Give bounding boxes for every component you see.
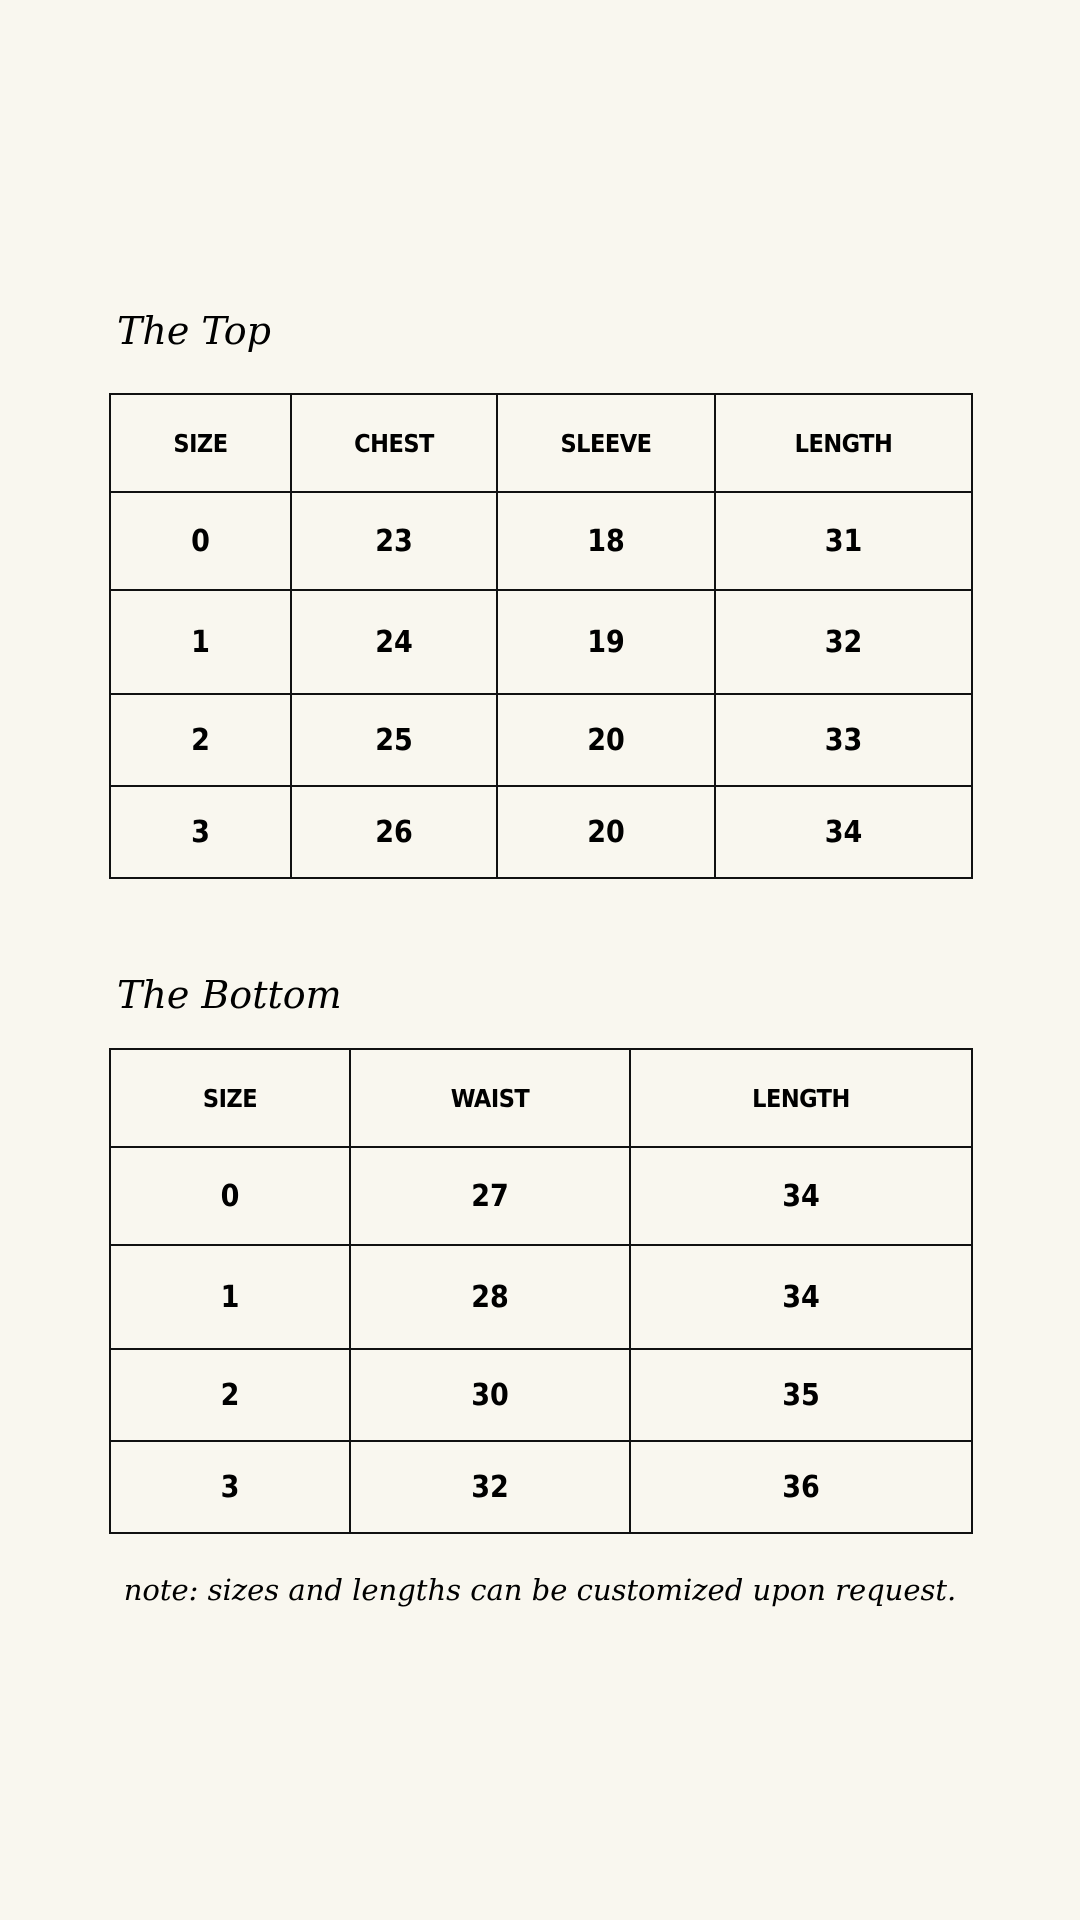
- header-chest: CHEST: [291, 394, 497, 492]
- cell-waist: 28: [350, 1245, 630, 1349]
- cell-size: 2: [110, 694, 291, 786]
- cell-length: 36: [630, 1441, 972, 1533]
- cell-length: 34: [630, 1147, 972, 1245]
- cell-waist: 32: [350, 1441, 630, 1533]
- table-row: [110, 1245, 972, 1349]
- cell-size: 0: [110, 492, 291, 590]
- header-length: LENGTH: [630, 1049, 972, 1147]
- cell-sleeve: 20: [497, 786, 715, 878]
- header-size: SIZE: [110, 1049, 350, 1147]
- table-row: [110, 1441, 972, 1533]
- table-row: [110, 694, 972, 786]
- cell-waist: 30: [350, 1349, 630, 1441]
- cell-sleeve: 18: [497, 492, 715, 590]
- cell-length: 34: [630, 1245, 972, 1349]
- table-header-row: [110, 394, 972, 492]
- bottom-section-title: The Bottom: [117, 973, 342, 1017]
- header-waist: WAIST: [350, 1049, 630, 1147]
- cell-chest: 23: [291, 492, 497, 590]
- header-sleeve: SLEEVE: [497, 394, 715, 492]
- bottom-size-table: [109, 1048, 973, 1534]
- cell-length: 35: [630, 1349, 972, 1441]
- cell-waist: 27: [350, 1147, 630, 1245]
- header-length: LENGTH: [715, 394, 972, 492]
- table-row: [110, 1349, 972, 1441]
- cell-size: 1: [110, 590, 291, 694]
- table-row: [110, 492, 972, 590]
- cell-chest: 26: [291, 786, 497, 878]
- cell-sleeve: 20: [497, 694, 715, 786]
- table-row: [110, 1147, 972, 1245]
- customization-note: note: sizes and lengths can be customized upon request.: [123, 1573, 957, 1607]
- top-section-title: The Top: [117, 309, 271, 353]
- cell-length: 31: [715, 492, 972, 590]
- cell-size: 2: [110, 1349, 350, 1441]
- cell-chest: 25: [291, 694, 497, 786]
- header-size: SIZE: [110, 394, 291, 492]
- top-size-table: [109, 393, 973, 879]
- cell-size: 0: [110, 1147, 350, 1245]
- table-row: [110, 786, 972, 878]
- cell-length: 33: [715, 694, 972, 786]
- cell-sleeve: 19: [497, 590, 715, 694]
- table-row: [110, 590, 972, 694]
- cell-length: 32: [715, 590, 972, 694]
- cell-size: 3: [110, 1441, 350, 1533]
- table-header-row: [110, 1049, 972, 1147]
- cell-length: 34: [715, 786, 972, 878]
- cell-size: 3: [110, 786, 291, 878]
- cell-chest: 24: [291, 590, 497, 694]
- cell-size: 1: [110, 1245, 350, 1349]
